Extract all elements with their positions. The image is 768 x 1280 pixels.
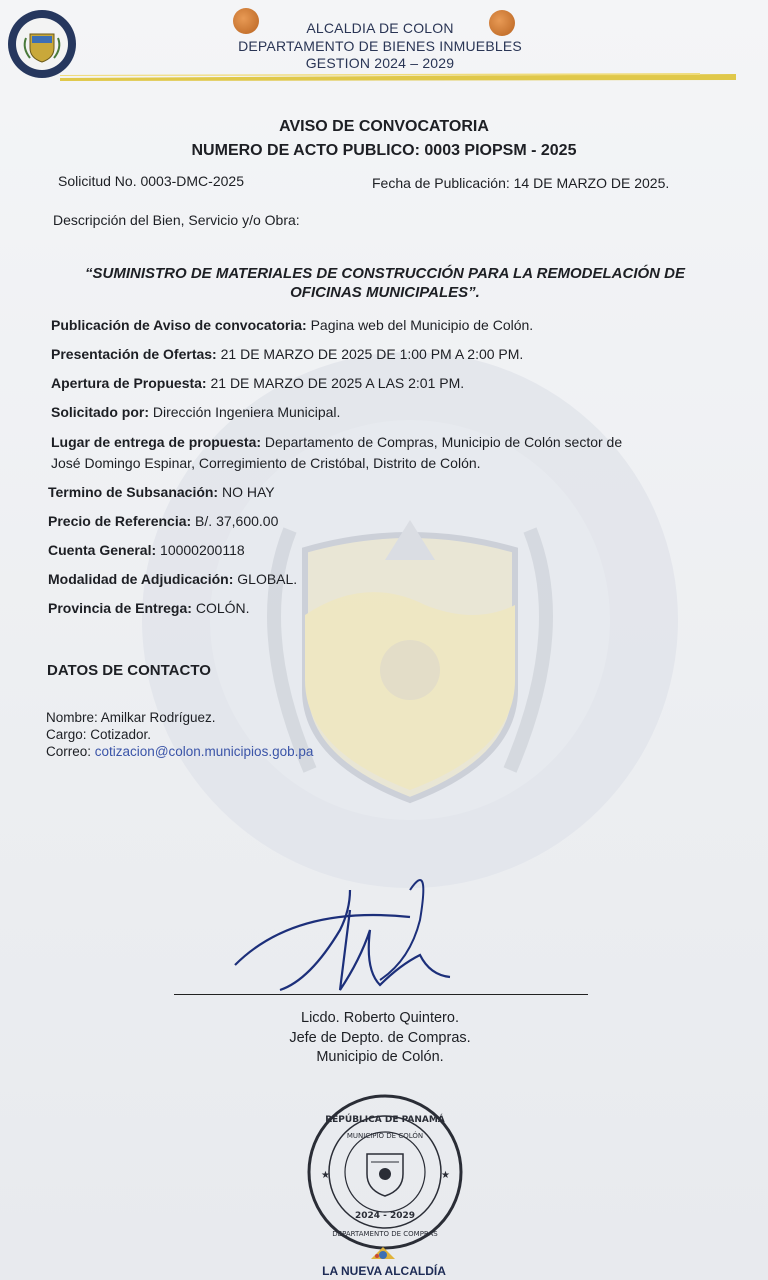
stamp-text-inner: MUNICIPIO DE COLÓN [346, 1132, 424, 1140]
field-presentacion [51, 346, 523, 362]
star-icon: ★ [441, 1170, 450, 1181]
signer-title: Jefe de Depto. de Compras. [289, 1030, 471, 1046]
publication-date: Fecha de Publicación: 14 DE MARZO DE 2025. [372, 175, 670, 191]
header-line-2: DEPARTAMENTO DE BIENES INMUEBLES [238, 38, 522, 54]
field-value: B/. 37,600.00 [191, 513, 279, 529]
field-precio [48, 513, 278, 529]
contact-email-row [46, 744, 313, 759]
field-label: Publicación de Aviso de convocatoria: [51, 317, 307, 333]
field-modalidad [48, 571, 297, 587]
description-title [60, 264, 710, 302]
official-stamp [305, 1092, 465, 1252]
description-label: Descripción del Bien, Servicio y/o Obra: [53, 212, 300, 228]
star-icon: ★ [321, 1170, 330, 1181]
field-label: Presentación de Ofertas: [51, 346, 217, 362]
contact-heading: DATOS DE CONTACTO [47, 662, 211, 679]
handwritten-signature [220, 870, 480, 1000]
signer-name: Licdo. Roberto Quintero. [301, 1010, 459, 1026]
contact-role: Cargo: Cotizador. [46, 727, 152, 742]
field-label: Solicitado por: [51, 404, 149, 420]
document-title: AVISO DE CONVOCATORIA [279, 118, 489, 135]
field-subsanacion [48, 484, 275, 500]
field-label: Lugar de entrega de propuesta: [51, 434, 262, 450]
description-line-1: “SUMINISTRO DE MATERIALES DE CONSTRUCCIÓN PARA LA REMODELACIÓN DE [84, 265, 685, 282]
field-provincia [48, 600, 250, 616]
field-lugar-line-2: José Domingo Espinar, Corregimiento de Cristóbal, Distrito de Colón. [51, 455, 481, 471]
solicitud-number: Solicitud No. 0003-DMC-2025 [58, 173, 244, 189]
field-label: Precio de Referencia: [48, 513, 192, 529]
header-divider [60, 72, 736, 84]
signature-line [174, 994, 588, 995]
field-value: COLÓN. [191, 600, 250, 616]
field-label: Apertura de Propuesta: [51, 375, 207, 391]
alcaldia-logo [6, 8, 78, 80]
signer-office: Municipio de Colón. [316, 1049, 444, 1065]
field-value: 21 DE MARZO DE 2025 DE 1:00 PM A 2:00 PM. [216, 346, 524, 362]
footer-slogan: LA NUEVA ALCALDÍA [322, 1264, 446, 1278]
email-label: Correo: [46, 744, 95, 759]
field-cuenta [48, 542, 245, 558]
field-value: 21 DE MARZO DE 2025 A LAS 2:01 PM. [206, 375, 465, 391]
stamp-years: 2024 - 2029 [354, 1211, 416, 1221]
field-label: Cuenta General: [48, 542, 157, 558]
field-value: GLOBAL. [233, 571, 298, 587]
field-solicitado [51, 404, 340, 420]
field-label: Termino de Subsanación: [48, 484, 219, 500]
field-value: Dirección Ingeniera Municipal. [149, 404, 341, 420]
footer-emblem-icon [368, 1244, 398, 1262]
field-value: 10000200118 [156, 542, 245, 558]
header-line-1: ALCALDIA DE COLON [306, 20, 454, 36]
field-value: Departamento de Compras, Municipio de Colón sector de [261, 434, 623, 450]
stamp-text-top: REPÚBLICA DE PANAMÁ [325, 1115, 445, 1125]
contact-email-link[interactable]: cotizacion@colon.municipios.gob.pa [94, 744, 314, 759]
field-lugar [51, 434, 622, 450]
act-number: NUMERO DE ACTO PUBLICO: 0003 PIOPSM - 2025 [191, 142, 577, 159]
contact-name: Nombre: Amilkar Rodríguez. [46, 710, 216, 725]
description-line-2: OFICINAS MUNICIPALES”. [290, 284, 480, 301]
field-publicacion [51, 317, 533, 333]
field-label: Modalidad de Adjudicación: [48, 571, 234, 587]
field-label: Provincia de Entrega: [48, 600, 192, 616]
header-line-3: GESTION 2024 – 2029 [305, 55, 455, 71]
field-value: NO HAY [218, 484, 275, 500]
field-apertura [51, 375, 464, 391]
stamp-text-bottom: DEPARTAMENTO DE COMPRAS [332, 1230, 438, 1238]
field-value: Pagina web del Municipio de Colón. [306, 317, 534, 333]
